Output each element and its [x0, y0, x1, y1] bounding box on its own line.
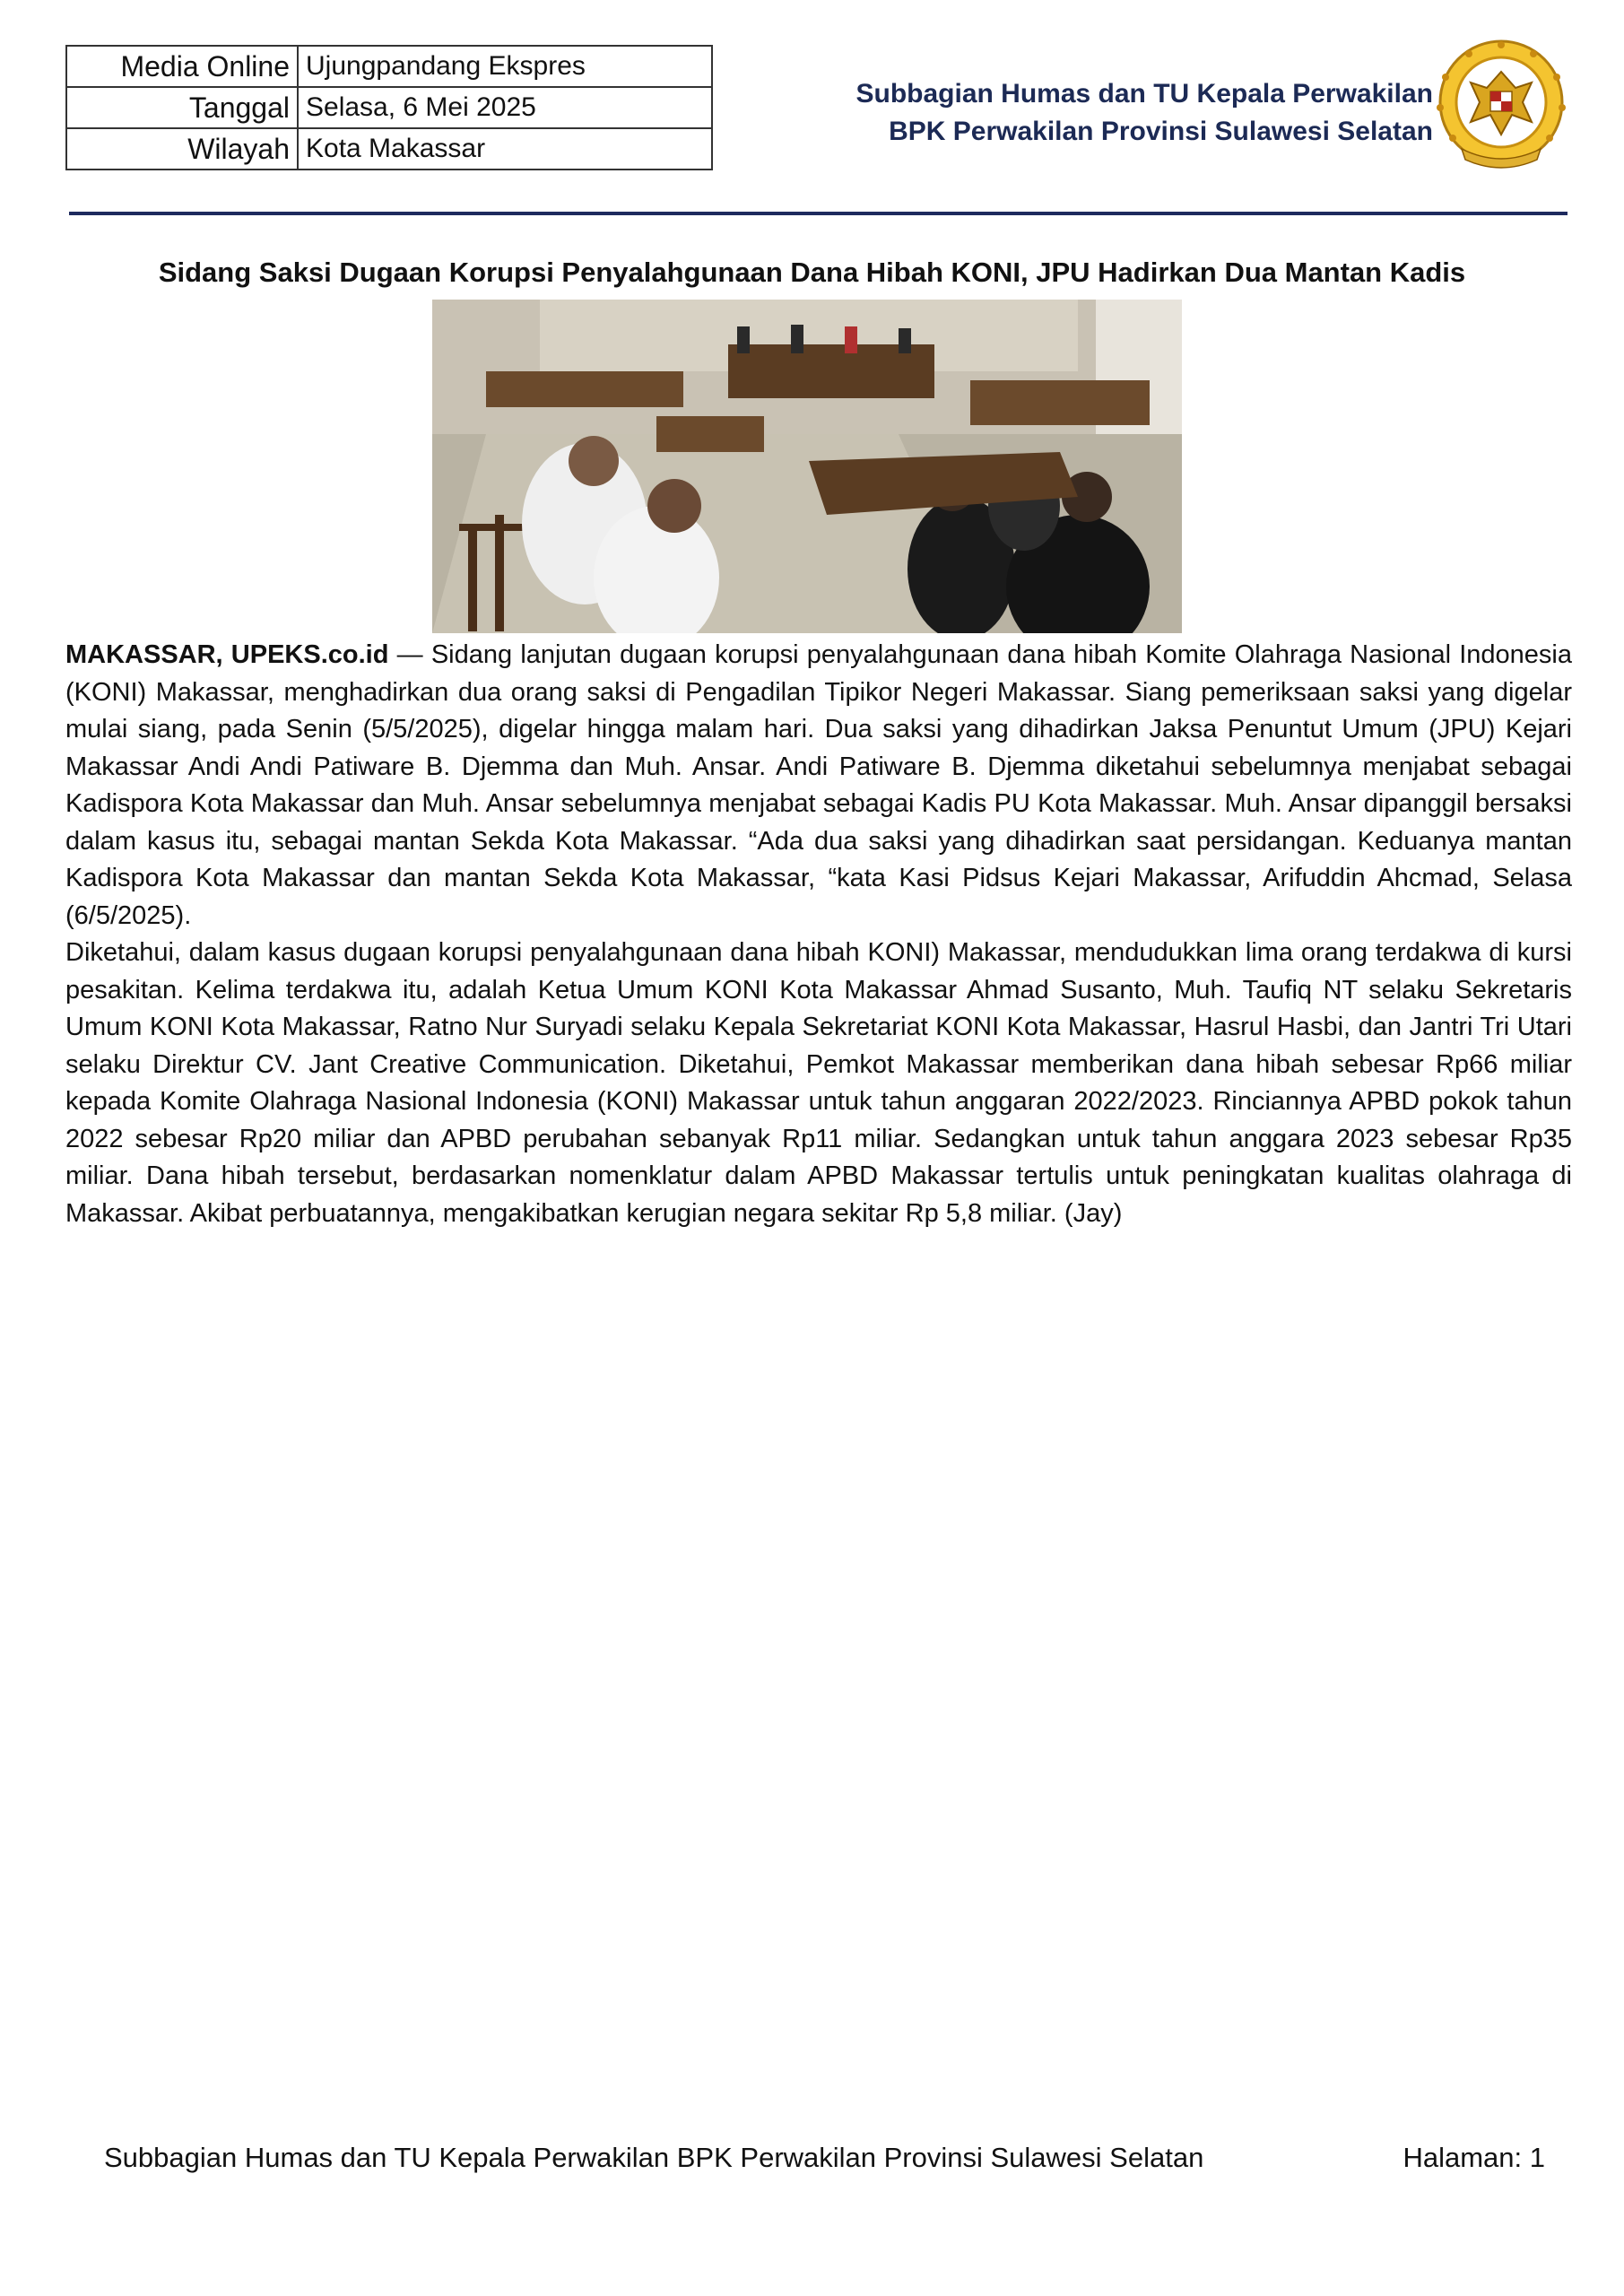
article-headline: Sidang Saksi Dugaan Korupsi Penyalahgunaan Dana Hibah KONI, JPU Hadirkan Dua Mantan Kadis — [158, 257, 1466, 288]
media-label: Media Online — [66, 46, 298, 87]
bpk-logo-icon — [1435, 36, 1568, 172]
date-label: Tanggal — [66, 87, 298, 128]
article-dateline: MAKASSAR, UPEKS.co.id — [65, 640, 389, 669]
courtroom-photo — [432, 300, 1182, 633]
region-value: Kota Makassar — [298, 128, 712, 170]
header-org — [789, 75, 1433, 151]
date-value: Selasa, 6 Mei 2025 — [298, 87, 712, 128]
header-org-line1: Subbagian Humas dan TU Kepala Perwakilan — [855, 79, 1433, 109]
article-body — [65, 637, 1572, 1232]
dateline-dash: — — [388, 640, 431, 669]
media-value: Ujungpandang Ekspres — [298, 46, 712, 87]
date-row — [66, 87, 712, 128]
header-org-line2: BPK Perwakilan Provinsi Sulawesi Selatan — [889, 117, 1433, 146]
article-paragraph-1 — [65, 637, 1572, 935]
footer-org: Subbagian Humas dan TU Kepala Perwakilan BPK Perwakilan Provinsi Sulawesi Selatan — [104, 2142, 1204, 2173]
page-number: Halaman: 1 — [1403, 2142, 1545, 2173]
media-row — [66, 46, 712, 87]
article-paragraph-2: Diketahui, dalam kasus dugaan korupsi penyalahgunaan dana hibah KONI) Makassar, mendudukkan lima orang terdakwa di kursi pesakitan. Kelima terdakwa itu, adalah Ketua Umum KONI Kota Makassar Ahmad Susanto, Muh. Taufiq NT selaku Sekretaris Umum KONI Kota Makassar, Ratno Nur Suryadi selaku Kepala Sekretariat KONI Kota Makassar, Hasrul Hasbi, dan Jantri Tri Utari selaku Direktur CV. Jant Creative Communication. Diketahui, Pemkot Makassar memberikan dana hibah sebesar Rp66 miliar kepada Komite Olahraga Nasional Indonesia (KONI) Makassar untuk tahun anggaran 2022/2023. Rinciannya APBD pokok tahun 2022 sebesar Rp20 miliar dan APBD perubahan sebanyak Rp11 miliar. Sedangkan untuk tahun anggara 2023 sebesar Rp35 miliar. Dana hibah tersebut, berdasarkan nomenklatur dalam APBD Makassar tertulis untuk peningkatan kualitas olahraga di Makassar. Akibat perbuatannya, mengakibatkan kerugian negara sekitar Rp 5,8 miliar. (Jay) — [65, 938, 1572, 1228]
paragraph-1-text: Sidang lanjutan dugaan korupsi penyalahgunaan dana hibah Komite Olahraga Nasional Indonesia (KONI) Makassar, menghadirkan dua orang saksi di Pengadilan Tipikor Negeri Makassar. Siang pemeriksaan saksi yang digelar mulai siang, pada Senin (5/5/2025), digelar hingga malam hari. Dua saksi yang dihadirkan Jaksa Penuntut Umum (JPU) Kejari Makassar Andi Andi Patiware B. Djemma dan Muh. Ansar. Andi Patiware B. Djemma diketahui sebelumnya menjabat sebagai Kadispora Kota Makassar dan Muh. Ansar sebelumnya menjabat sebagai Kadis PU Kota Makassar. Muh. Ansar dipanggil bersaksi dalam kasus itu, sebagai mantan Sekda Kota Makassar. “Ada dua saksi yang dihadirkan saat persidangan. Keduanya mantan Kadispora Kota Makassar dan mantan Sekda Kota Makassar, “kata Kasi Pidsus Kejari Makassar, Arifuddin Ahcmad, Selasa (6/5/2025). — [65, 640, 1572, 930]
region-label: Wilayah — [66, 128, 298, 170]
media-info-table — [65, 45, 713, 170]
header-divider — [69, 212, 1568, 215]
region-row — [66, 128, 712, 170]
